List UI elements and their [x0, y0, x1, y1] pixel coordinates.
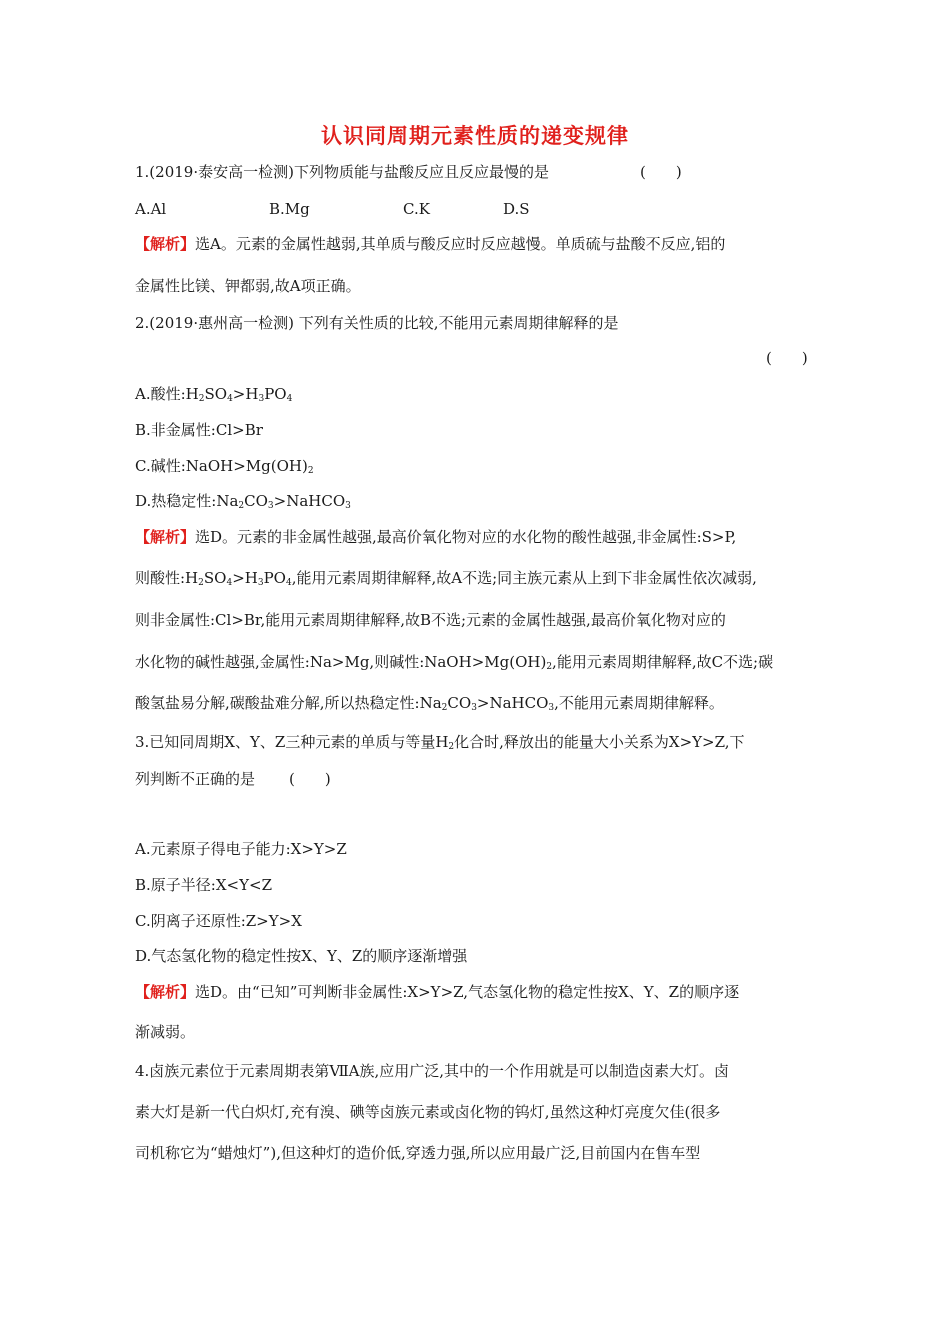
subscript: 3: [471, 703, 477, 713]
text-fragment: 水化物的碱性越强,金属性:Na>Mg,则碱性:NaOH>Mg(OH): [135, 653, 547, 671]
option-c: [135, 456, 314, 476]
text-fragment: 3.已知同周期X、Y、Z三种元素的单质与等量H: [135, 733, 449, 751]
subscript: 4: [285, 578, 292, 588]
option-c: C.K: [403, 200, 430, 218]
text-fragment: PO: [263, 569, 286, 587]
text-fragment: >NaHCO: [476, 694, 549, 712]
subscript: 4: [286, 394, 293, 404]
text-fragment: ,能用元素周期律解释,故A不选;同主族元素从上到下非金属性依次减弱,: [291, 569, 757, 587]
subscript: 4: [227, 394, 233, 404]
subscript: 2: [238, 501, 245, 511]
subscript: 3: [267, 501, 274, 511]
text-fragment: C.碱性:NaOH>Mg(OH): [135, 457, 308, 475]
text-fragment: ,能用元素周期律解释,故C不选;碳: [552, 653, 774, 671]
text-fragment: 化合时,释放出的能量大小关系为X>Y>Z,下: [454, 733, 745, 751]
answer-blank-2: ( ): [766, 349, 808, 367]
question-1-stem: [135, 162, 549, 182]
text-fragment: 则酸性:H: [135, 569, 199, 587]
analysis-text: 选A。元素的金属性越弱,其单质与酸反应时反应越慢。单质硫与盐酸不反应,铝的: [195, 235, 726, 253]
text-fragment: 选D。由“已知”可判断非金属性:X>Y>Z,气态氢化物的稳定性按X、Y、Z的顺序逐: [195, 983, 740, 1001]
text-fragment: 选D。元素的非金属性越强,最高价氧化物对应的水化物的酸性越强,非金属性:S>P,: [195, 528, 737, 546]
option-b: B.Mg: [269, 200, 310, 218]
text-fragment: SO: [203, 569, 227, 587]
text-fragment: ,不能用元素周期律解释。: [554, 694, 724, 712]
option-d: D.气态氢化物的稳定性按X、Y、Z的顺序逐渐增强: [135, 947, 468, 965]
subscript: 2: [448, 742, 455, 752]
text-fragment: D.热稳定性:Na: [135, 492, 239, 510]
question-4-line-3: 司机称它为“蜡烛灯”),但这种灯的造价低,穿透力强,所以应用最广泛,目前国内在售车型: [135, 1144, 701, 1162]
option-b: B.非金属性:Cl>Br: [135, 421, 263, 439]
subscript: 3: [257, 578, 264, 588]
subscript: 2: [198, 394, 205, 404]
option-d: D.S: [503, 200, 530, 218]
answer-blank-1: ( ): [640, 163, 682, 181]
question-3-stem-line-1: [135, 732, 745, 752]
question-3-stem-line-2: [135, 769, 331, 789]
analysis-2-line-5: [135, 693, 724, 713]
text-fragment: CO: [447, 694, 472, 712]
answer-blank-3: ( ): [289, 770, 331, 788]
subscript: 2: [441, 703, 448, 713]
text-fragment: SO: [204, 385, 228, 403]
option-d: [135, 491, 351, 511]
page-title: 认识同周期元素性质的递变规律: [321, 124, 629, 148]
text-fragment: CO: [244, 492, 268, 510]
subscript: 3: [345, 501, 351, 511]
analysis-2-line-3: 则非金属性:Cl>Br,能用元素周期律解释,故B不选;元素的金属性越强,最高价氧化物对应的: [135, 611, 726, 629]
text-fragment: >NaHCO: [273, 492, 346, 510]
text-fragment: 酸氢盐易分解,碳酸盐难分解,所以热稳定性:Na: [135, 694, 442, 712]
subscript: 3: [258, 394, 265, 404]
analysis-1-line-2: 金属性比镁、钾都弱,故A项正确。: [135, 277, 361, 295]
analysis-1-line-1: [135, 234, 725, 254]
subscript: 2: [198, 578, 204, 588]
option-c: C.阴离子还原性:Z>Y>X: [135, 912, 302, 930]
option-b: B.原子半径:X<Y<Z: [135, 876, 272, 894]
analysis-tag: 【解析】: [135, 235, 196, 253]
analysis-tag: 【解析】: [135, 528, 196, 546]
subscript: 3: [548, 703, 555, 713]
subscript: 2: [546, 662, 553, 672]
text-fragment: >H: [232, 385, 259, 403]
question-4-line-2: 素大灯是新一代白炽灯,充有溴、碘等卤族元素或卤化物的钨灯,虽然这种灯亮度欠佳(很多: [135, 1103, 721, 1121]
analysis-tag: 【解析】: [135, 983, 196, 1001]
text-fragment: A.酸性:H: [135, 385, 199, 403]
text-fragment: PO: [264, 385, 287, 403]
analysis-2-line-1: [135, 527, 736, 547]
analysis-3-line-2: 渐减弱。: [135, 1023, 196, 1041]
question-4-line-1: 4.卤族元素位于元素周期表第ⅦA族,应用广泛,其中的一个作用就是可以制造卤素大灯。卤: [135, 1062, 730, 1080]
analysis-3-line-1: [135, 982, 739, 1002]
subscript: 2: [307, 466, 314, 476]
question-2-stem: 2.(2019·惠州高一检测) 下列有关性质的比较,不能用元素周期律解释的是: [135, 314, 619, 332]
analysis-2-line-4: [135, 652, 773, 672]
subscript: 4: [226, 578, 233, 588]
option-a: [135, 384, 292, 404]
question-1-text: 1.(2019·泰安高一检测)下列物质能与盐酸反应且反应最慢的是: [135, 163, 549, 181]
option-a: A.Al: [135, 200, 167, 218]
option-a: A.元素原子得电子能力:X>Y>Z: [135, 840, 347, 858]
question-1-options: [135, 199, 530, 219]
analysis-2-line-2: [135, 568, 757, 588]
text-fragment: 列判断不正确的是: [135, 770, 256, 788]
text-fragment: >H: [232, 569, 258, 587]
